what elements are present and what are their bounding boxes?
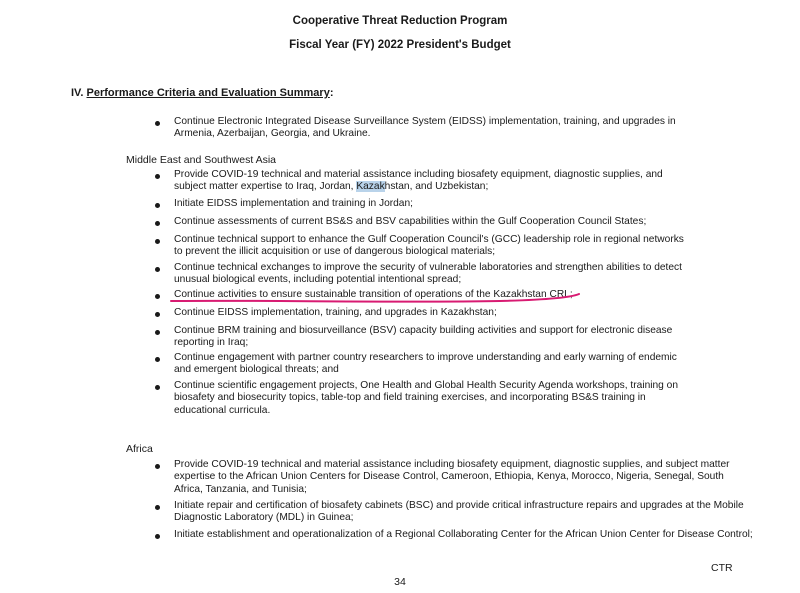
bullet-icon <box>155 294 160 299</box>
bullet-icon <box>155 357 160 362</box>
text-highlight: Kazak <box>356 181 385 193</box>
bullet-icon <box>155 121 160 126</box>
section-heading <box>71 87 334 99</box>
bullet-icon <box>155 203 160 208</box>
section-number: IV. <box>71 87 84 99</box>
list-item: Continue EIDSS implementation, training, and upgrades in Kazakhstan; <box>174 307 497 318</box>
bullet-icon <box>155 174 160 179</box>
bullet-icon <box>155 464 160 469</box>
list-item: Continue assessments of current BS&S and BSV capabilities within the Gulf Cooperation Council States; <box>174 216 647 227</box>
list-item: Continue technical exchanges to improve the security of vulnerable laboratories and strengthen abilities to detect unusual biological events, including potential intentional spread; <box>174 262 682 286</box>
footer-org: CTR <box>711 562 733 574</box>
section-title: Performance Criteria and Evaluation Summary <box>86 87 330 99</box>
list-item: Continue BRM training and biosurveillance (BSV) capacity building activities and support for electronic disease reporting in Iraq; <box>174 325 673 349</box>
item-text: hstan, and Uzbekistan; <box>384 181 489 193</box>
document-title: Cooperative Threat Reduction Program <box>292 15 508 27</box>
list-item-underlined: Continue activities to ensure sustainable transition of operations of the Kazakhstan CRL; <box>174 289 573 300</box>
region-heading-africa: Africa <box>126 443 153 455</box>
bullet-icon <box>155 221 160 226</box>
bullet-icon <box>155 239 160 244</box>
bullet-icon <box>155 267 160 272</box>
list-item: Continue Electronic Integrated Disease Surveillance System (EIDSS) implementation, training, and upgrades in Armenia, Azerbaijan, Georgia, and Ukraine. <box>174 116 676 140</box>
document-subtitle: Fiscal Year (FY) 2022 President's Budget <box>289 39 511 51</box>
bullet-icon <box>155 505 160 510</box>
list-item: Continue technical support to enhance the Gulf Cooperation Council's (GCC) leadership role in regional networks to prevent the illicit acquisition or use of dangerous biological materials; <box>174 234 684 258</box>
list-item: Continue engagement with partner country researchers to improve understanding and early warning of endemic and emergent biological threats; and <box>174 352 677 376</box>
region-heading-mesa: Middle East and Southwest Asia <box>126 154 277 166</box>
bullet-icon <box>155 534 160 539</box>
list-item: Continue scientific engagement projects, One Health and Global Health Security Agenda workshops, training on biosafety and biosecurity topics, table-top and field training exercises, and incorporating BS&S training in educational curricula. <box>174 380 679 416</box>
bullet-icon <box>155 330 160 335</box>
list-item <box>174 169 694 194</box>
list-item: Initiate repair and certification of biosafety cabinets (BSC) and provide critical infrastructure repairs and upgrades at the Mobile Diagnostic Laboratory (MDL) in Guinea; <box>174 500 744 524</box>
bullet-icon <box>155 312 160 317</box>
section-colon: : <box>329 87 334 99</box>
list-item: Initiate establishment and operationalization of a Regional Collaborating Center for the African Union Center for Disease Control; <box>174 529 753 540</box>
list-item: Provide COVID-19 technical and material assistance including biosafety equipment, diagnostic supplies, and subject matter expertise to the African Union Centers for Disease Control, Cameroon, Ethiopia, Kenya, Morocco, Nigeria, Senegal, South Africa, Tanzania, and Tunisia; <box>174 459 730 495</box>
item-text: Provide COVID-19 technical and material assistance including biosafety equipment, diagnostic supplies, and subject matter expertise to Iraq, Jordan, <box>174 169 663 193</box>
bullet-icon <box>155 385 160 390</box>
list-item: Initiate EIDSS implementation and training in Jordan; <box>174 198 413 209</box>
page-number: 34 <box>394 576 406 588</box>
